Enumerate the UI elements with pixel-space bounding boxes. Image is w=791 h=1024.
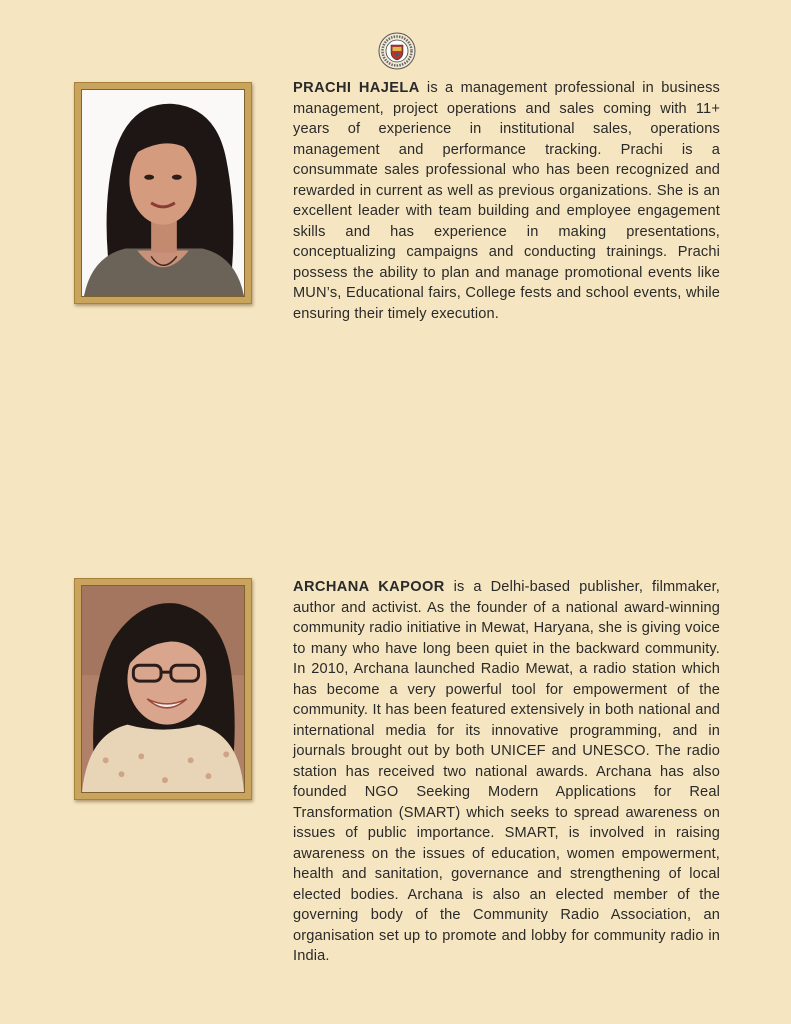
bio-text-prachi	[293, 78, 720, 324]
school-crest-icon	[378, 32, 416, 70]
bio-body: is a management professional in business management, project operations and sales coming with 11+ years of experience in institutional sales, operations management and performance tracking. Prachi is a consummate sales professional who has been recognized and rewarded in current as well as previous organizations. She is an excellent leader with team building and employee engagement skills and has experience in making presentations, conceptualizing campaigns and conducting trainings. Prachi possess the ability to plan and manage promotional events like MUN’s, Educational fairs, College fests and school events, while ensuring their timely execution.	[293, 80, 720, 322]
bio-body: is a Delhi-based publisher, filmmaker, author and activist. As the founder of a national award-winning community radio initiative in Mewat, Haryana, she is giving voice to many who have long been quiet in the backward community. In 2010, Archana launched Radio Mewat, a radio station which has become a very powerful tool for empowerment of the community. It has been featured extensively in both national and international media for its innovative programming, and in journals brought out by both UNICEF and UNESCO. The radio station has received two national awards. Archana has also founded NGO Seeking Modern Applications for Real Transformation (SMART) which seeks to spread awareness on issues of public importance. SMART, is involved in raising awareness on the issues of education, women empowerment, health and sanitation, governance and strengthening of local elected bodies. Archana is also an elected member of the governing body of the Community Radio Association, an organisation set up to promote and lobby for community radio in India.	[293, 579, 720, 964]
person-name: PRACHI HAJELA	[293, 80, 420, 96]
profile-photo-archana	[74, 578, 252, 800]
bio-text-archana	[293, 577, 720, 967]
profile-photo-prachi	[74, 82, 252, 304]
person-name: ARCHANA KAPOOR	[293, 579, 445, 595]
